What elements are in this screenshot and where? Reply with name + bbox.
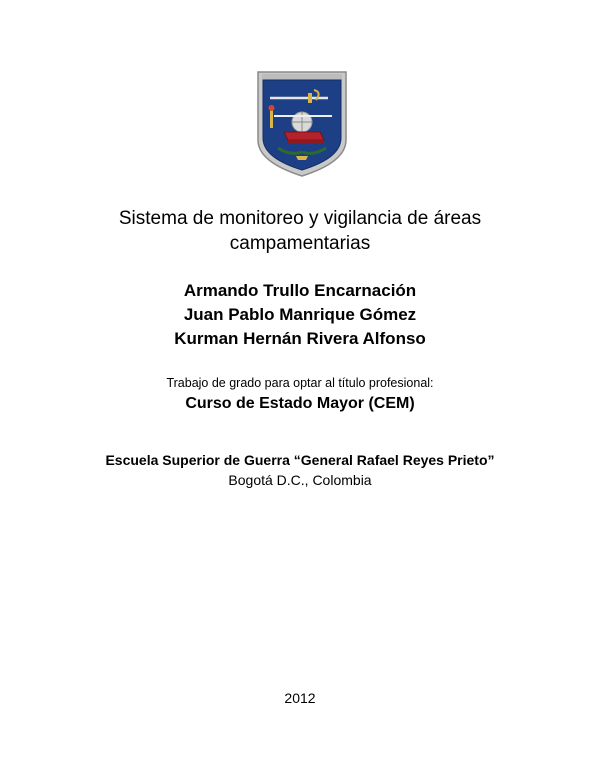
- institution-name: Escuela Superior de Guerra “General Rafael Reyes Prieto”: [105, 452, 495, 468]
- institution-city: Bogotá D.C., Colombia: [228, 472, 372, 488]
- publication-year: 2012: [284, 690, 316, 706]
- thesis-title: [0, 206, 600, 256]
- thesis-title-line-1: Sistema de monitoreo y vigilancia de áreas: [118, 208, 482, 229]
- author-name: Kurman Hernán Rivera Alfonso: [174, 329, 426, 348]
- author-list: [0, 279, 600, 351]
- military-school-crest-icon: [256, 70, 348, 178]
- degree-name: Curso de Estado Mayor (CEM): [185, 395, 415, 412]
- degree-intro: Trabajo de grado para optar al título profesional:: [166, 376, 434, 390]
- author-name: Armando Trullo Encarnación: [183, 281, 417, 300]
- author-name: Juan Pablo Manrique Gómez: [183, 305, 417, 324]
- thesis-title-line-2: campamentarias: [229, 233, 371, 254]
